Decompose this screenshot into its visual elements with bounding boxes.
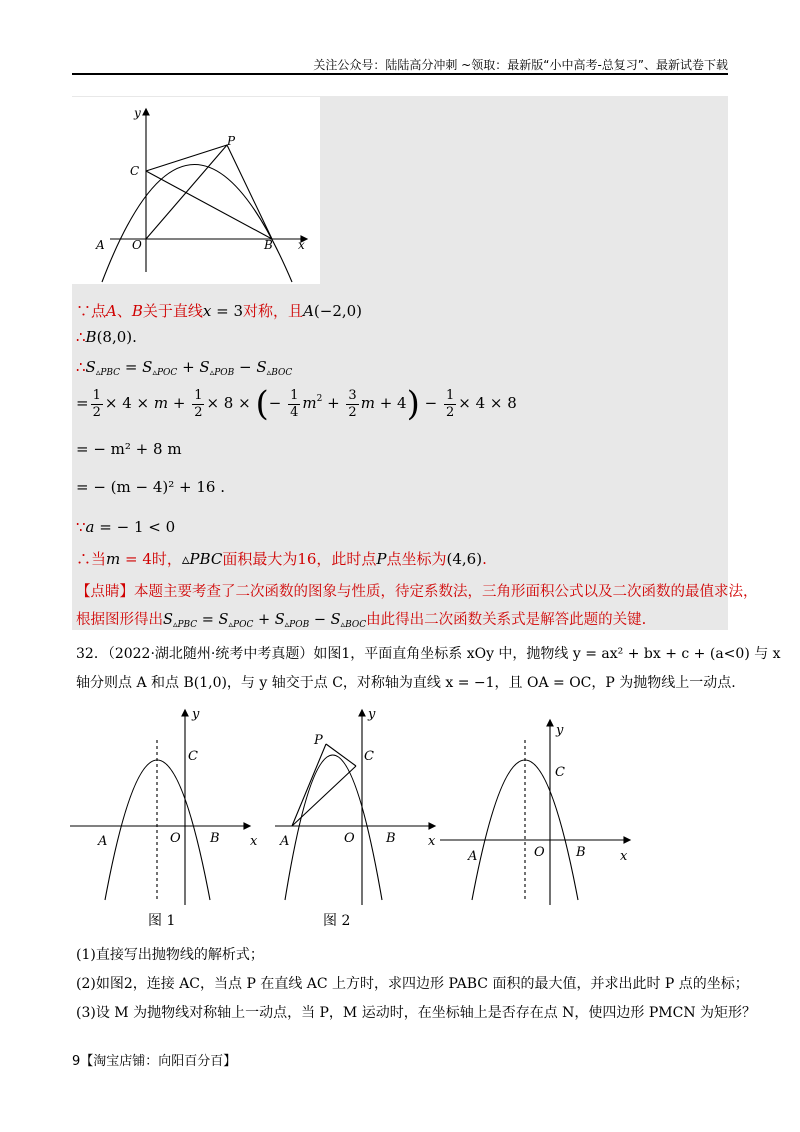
svg-text:x: x bbox=[250, 834, 258, 849]
point-b: B bbox=[85, 328, 97, 346]
question-line-1: 32．（2022·湖北随州·统考中考真题）如图1，平面直角坐标系 xOy 中，抛物线 y = ax² + bx + c + (a<0) 与 x bbox=[76, 646, 781, 662]
svg-text:C: C bbox=[364, 749, 374, 764]
question-part-3: (3)设 M 为抛物线对称轴上一动点，当 P，M 运动时，在坐标轴上是否存在点 N，使四边形 PMCN 为矩形？ bbox=[76, 1005, 757, 1021]
var-x: x bbox=[202, 302, 212, 320]
text: 、 bbox=[116, 302, 132, 320]
svg-text:x: x bbox=[428, 834, 436, 849]
svg-text:B: B bbox=[210, 831, 220, 846]
question-part-1: (1)直接写出抛物线的解析式； bbox=[76, 947, 264, 963]
coords: (4,6) bbox=[446, 550, 483, 568]
svg-text:C: C bbox=[130, 164, 140, 178]
text: 根据图形得出 bbox=[76, 612, 163, 628]
question-figures-svg bbox=[60, 700, 660, 910]
coords: (8,0). bbox=[96, 328, 137, 346]
point-a: A bbox=[303, 302, 314, 320]
text: 点坐标为 bbox=[386, 550, 447, 568]
figure-2-caption: 图 2 bbox=[323, 913, 351, 929]
point-a: A bbox=[106, 302, 117, 320]
point-b: B bbox=[131, 302, 143, 320]
svg-text:C: C bbox=[555, 765, 565, 780]
svg-text:P: P bbox=[314, 733, 323, 748]
solution-line-2 bbox=[76, 328, 137, 346]
text: = 4时， bbox=[120, 550, 182, 568]
question-part-2: (2)如图2，连接 AC，当点 P 在直线 AC 上方时，求四边形 PABC 面积的最大值，并求出此时 P 点的坐标； bbox=[76, 976, 749, 992]
question-line-2: 轴分则点 A 和点 B(1,0)，与 y 轴交于点 C，对称轴为直线 x = −1，且 OA = OC，P 为抛物线上一动点. bbox=[76, 675, 736, 691]
text: = − 1 < 0 bbox=[94, 518, 176, 536]
page-header: 关注公众号：陆陆高分冲刺 ~领取：最新版“小中高考-总复习”、最新试卷下载 bbox=[313, 58, 728, 72]
text: ∵点 bbox=[76, 302, 107, 320]
header-divider bbox=[72, 73, 728, 75]
svg-text:B: B bbox=[386, 831, 396, 846]
solution-line-1 bbox=[76, 300, 362, 321]
text: 对称，且 bbox=[243, 302, 304, 320]
text: = 3 bbox=[211, 302, 244, 320]
svg-text:C: C bbox=[188, 749, 198, 764]
solution-line-5: = − m² + 8 m bbox=[76, 440, 182, 458]
text: 关于直线 bbox=[142, 302, 203, 320]
text: ∴当 bbox=[76, 550, 107, 568]
svg-text:A: A bbox=[468, 849, 478, 864]
svg-text:O: O bbox=[132, 238, 142, 252]
coords: (−2,0) bbox=[313, 302, 363, 320]
solution-figure bbox=[72, 97, 320, 284]
page-footer: 9【淘宝店铺：向阳百分百】 bbox=[72, 1054, 237, 1069]
text: 面积最大为16，此时点 bbox=[222, 550, 377, 568]
svg-text:O: O bbox=[344, 831, 355, 846]
svg-text:P: P bbox=[227, 134, 236, 148]
svg-text:A: A bbox=[96, 238, 105, 252]
text: . bbox=[482, 550, 487, 568]
svg-text:x: x bbox=[620, 849, 628, 864]
parabola-figure-svg bbox=[72, 97, 320, 284]
svg-text:y: y bbox=[192, 707, 200, 722]
point-p: P bbox=[376, 550, 387, 568]
svg-text:O: O bbox=[170, 831, 181, 846]
var-a: a bbox=[85, 518, 95, 536]
svg-text:y: y bbox=[368, 707, 376, 722]
solution-line-7 bbox=[76, 518, 175, 536]
therefore: ∴ bbox=[76, 328, 86, 346]
svg-text:x: x bbox=[298, 238, 305, 252]
svg-text:O: O bbox=[534, 845, 545, 860]
text: 由此得出二次函数关系式是解答此题的关键. bbox=[366, 612, 647, 628]
svg-text:A: A bbox=[98, 834, 108, 849]
svg-text:y: y bbox=[134, 106, 141, 120]
svg-text:A: A bbox=[280, 834, 290, 849]
because: ∵ bbox=[76, 518, 86, 536]
var-m: m bbox=[106, 550, 121, 568]
triangle-pbc: ▵PBC bbox=[181, 550, 223, 568]
figure-1-caption: 图 1 bbox=[148, 913, 176, 929]
solution-line-4: = $\frac{1}{2}$ × 4 × m + $\frac{1}{2}$ × 8 × (− $\frac{1}{4}$ $m^2$ + $\frac{3}{2}$ m + 4) − $\frac{1}{2}$ × 4 × 8 bbox=[76, 384, 517, 424]
equals: = bbox=[76, 394, 89, 412]
svg-text:B: B bbox=[576, 845, 586, 860]
svg-text:B: B bbox=[264, 238, 273, 252]
comment-line-1: 【点睛】本题主要考查了二次函数的图象与性质，待定系数法，三角形面积公式以及二次函数的最值求法， bbox=[76, 584, 758, 600]
solution-line-6: = − (m − 4)² + 16 . bbox=[76, 478, 225, 496]
therefore: ∴ bbox=[76, 358, 86, 376]
comment-line-2: 根据图形得出$S_{▵PBC} = S_{▵POC} + S_{▵POB} - S_{▵BOC}$由此得出二次函数关系式是解答此题的关键. bbox=[76, 612, 647, 630]
solution-line-3: $\therefore S_{▵PBC} = S_{▵POC} + S_{▵POB} - S_{▵BOC}$ bbox=[76, 358, 293, 378]
solution-line-8 bbox=[76, 548, 487, 569]
svg-text:y: y bbox=[556, 723, 564, 738]
